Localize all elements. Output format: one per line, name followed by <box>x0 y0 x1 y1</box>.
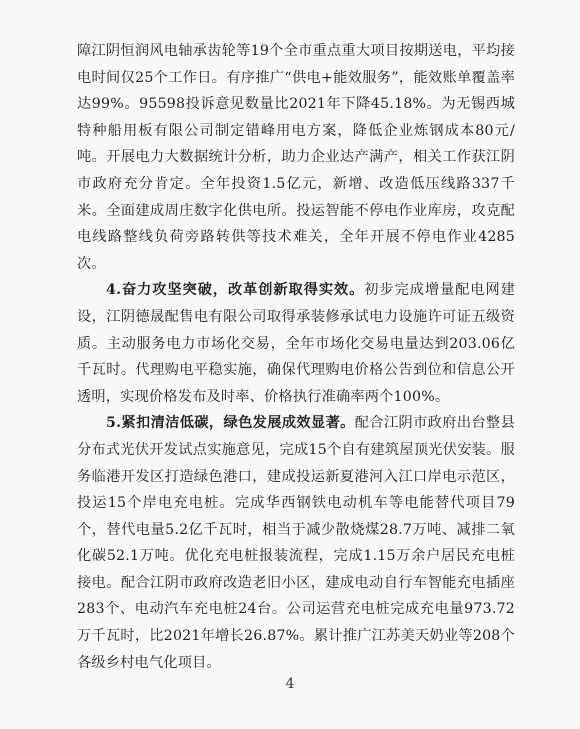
paragraph-text: 初步完成增量配电网建设，江阴德晟配售电有限公司取得承装修承试电力设施许可证五级资质。主动服务电力市场化交易，全年市场化交易电量达到203.06亿千瓦时。代理购电平稳实施，确保代理购电价格公告到位和信息公开透明，实现价格发布及时率、价格执行准确率两个100%。 <box>77 282 515 405</box>
section-heading: 5.紧扣清洁低碳，绿色发展成效显著。 <box>106 415 355 432</box>
document-body <box>77 38 515 676</box>
paragraph-text: 配合江阴市政府出台整县分布式光伏开发试点实施意见，完成15个自有建筑屋顶光伏安装。服务临港开发区打造绿色港口，建成投运新夏港河入江口岸电示范区，投运15个岸电充电桩。完成华西钢铁电动机车等电能替代项目79个，替代电量5.2亿千瓦时，相当于减少散烧煤28.7万吨、减排二氧化碳52.1万吨。优化充电桩报装流程，完成1.15万余户居民充电桩接电。配合江阴市政府改造老旧小区，建成电动自行车智能充电插座283个、电动汽车充电桩24台。公司运营充电桩完成充电量973.72万千瓦时，比2021年增长26.87%。累计推广江苏美天奶业等208个各级乡村电气化项目。 <box>77 415 515 671</box>
page-number: 4 <box>285 676 295 692</box>
paragraph-text: 障江阴恒润风电轴承齿轮等19个全市重点重大项目按期送电，平均接电时间仅25个工作日。有序推广“供电+能效服务”，能效账单覆盖率达99%。95598投诉意见数量比2021年下降45.18%。为无锡西城特种船用板有限公司制定错峰用电方案，降低企业炼钢成本80元/吨。开展电力大数据统计分析，助力企业达产满产，相关工作获江阴市政府充分肯定。全年投资1.5亿元，新增、改造低压线路337千米。全面建成周庄数字化供电所。投运智能不停电作业库房，攻克配电线路整线负荷旁路转供等技术难关，全年开展不停电作业4285次。 <box>77 43 515 272</box>
section-heading: 4.奋力攻坚突破，改革创新取得实效。 <box>106 282 365 299</box>
paragraph-reform-innovation <box>77 277 515 410</box>
paragraph-continued <box>77 38 515 277</box>
paragraph-green-development <box>77 410 515 676</box>
